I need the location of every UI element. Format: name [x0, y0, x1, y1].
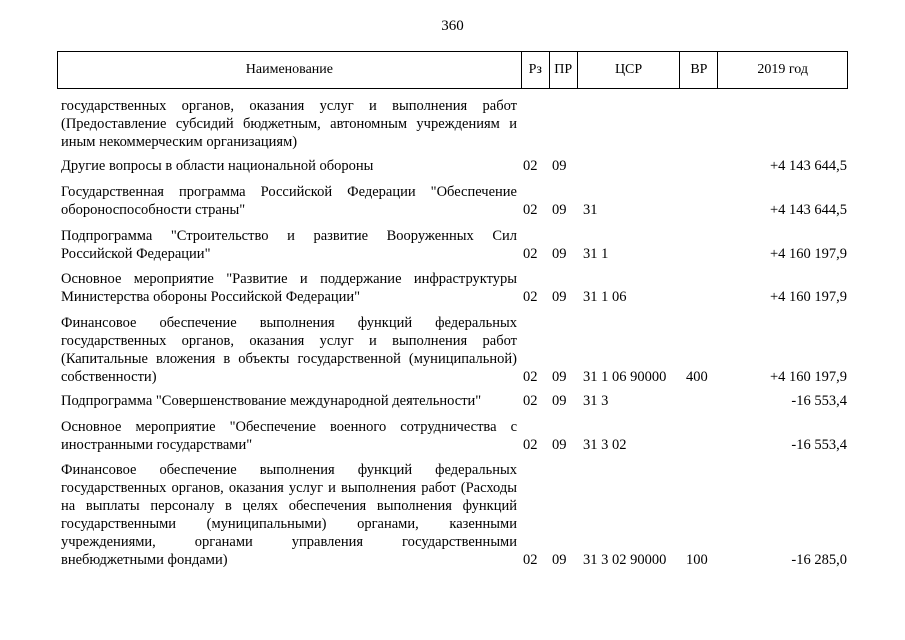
- row-csr: 31: [583, 202, 598, 218]
- table-row: [0, 270, 905, 306]
- row-rz: 02: [523, 246, 538, 262]
- row-csr: 31 3 02 90000: [583, 552, 667, 568]
- header-vr: ВР: [680, 52, 718, 88]
- table-row: [0, 97, 905, 151]
- header-pr: ПР: [550, 52, 578, 88]
- row-pr: 09: [552, 393, 567, 409]
- row-name: Финансовое обеспечение выполнения функций федеральных государственных органов, оказания услуг и выполнения работ (Капитальные вложения в объекты государственной (муниципальной) собственности): [61, 315, 517, 385]
- row-name: государственных органов, оказания услуг и выполнения работ (Предоставление субсидий бюджетным, автономным учреждениям и иным некоммерческим организациям): [61, 98, 517, 150]
- row-pr: 09: [552, 369, 567, 385]
- table-row: [0, 314, 905, 386]
- row-pr: 09: [552, 289, 567, 305]
- row-name: Финансовое обеспечение выполнения функций федеральных государственных органов, оказания услуг и выполнения работ (Расходы на выплаты персоналу в целях обеспечения выполнения функций государственными (муниципальными) органами, казенными учреждениями, органами управления государственными внебюджетными фондами): [61, 462, 517, 568]
- row-pr: 09: [552, 158, 567, 174]
- page-number: 360: [441, 18, 464, 34]
- row-name: Другие вопросы в области национальной обороны: [61, 158, 374, 174]
- row-amount: -16 553,4: [791, 437, 847, 453]
- header-year: 2019 год: [757, 62, 808, 77]
- row-rz: 02: [523, 289, 538, 305]
- row-name: Основное мероприятие "Обеспечение военного сотрудничества с иностранными государствами": [61, 419, 517, 453]
- row-rz: 02: [523, 552, 538, 568]
- row-amount: -16 285,0: [791, 552, 847, 568]
- header-rz: Рз: [522, 52, 550, 88]
- row-amount: +4 160 197,9: [769, 246, 847, 262]
- row-vr: 100: [686, 552, 708, 568]
- row-rz: 02: [523, 158, 538, 174]
- row-csr: 31 1: [583, 246, 609, 262]
- table-row: [0, 392, 905, 410]
- row-rz: 02: [523, 369, 538, 385]
- row-amount: +4 143 644,5: [769, 202, 847, 218]
- table-row: [0, 461, 905, 569]
- row-csr: 31 1 06: [583, 289, 627, 305]
- row-rz: 02: [523, 202, 538, 218]
- row-pr: 09: [552, 552, 567, 568]
- header-name: Наименование: [58, 52, 522, 88]
- row-csr: 31 1 06 90000: [583, 369, 667, 385]
- table-row: [0, 227, 905, 263]
- row-amount: -16 553,4: [791, 393, 847, 409]
- row-csr: 31 3: [583, 393, 609, 409]
- table-row: [0, 157, 905, 175]
- row-amount: +4 160 197,9: [769, 289, 847, 305]
- row-amount: +4 160 197,9: [769, 369, 847, 385]
- table-header: [57, 51, 848, 89]
- row-amount: +4 143 644,5: [769, 158, 847, 174]
- table-row: [0, 183, 905, 219]
- row-vr: 400: [686, 369, 708, 385]
- header-csr: ЦСР: [578, 52, 681, 88]
- row-pr: 09: [552, 202, 567, 218]
- row-pr: 09: [552, 437, 567, 453]
- row-pr: 09: [552, 246, 567, 262]
- table-row: [0, 418, 905, 454]
- row-name: Основное мероприятие "Развитие и поддержание инфраструктуры Министерства обороны Российской Федерации": [61, 271, 517, 305]
- row-name: Подпрограмма "Совершенствование международной деятельности": [61, 393, 482, 409]
- row-csr: 31 3 02: [583, 437, 627, 453]
- row-rz: 02: [523, 393, 538, 409]
- row-rz: 02: [523, 437, 538, 453]
- row-name: Подпрограмма "Строительство и развитие Вооруженных Сил Российской Федерации": [61, 228, 517, 262]
- row-name: Государственная программа Российской Федерации "Обеспечение обороноспособности страны": [61, 184, 517, 218]
